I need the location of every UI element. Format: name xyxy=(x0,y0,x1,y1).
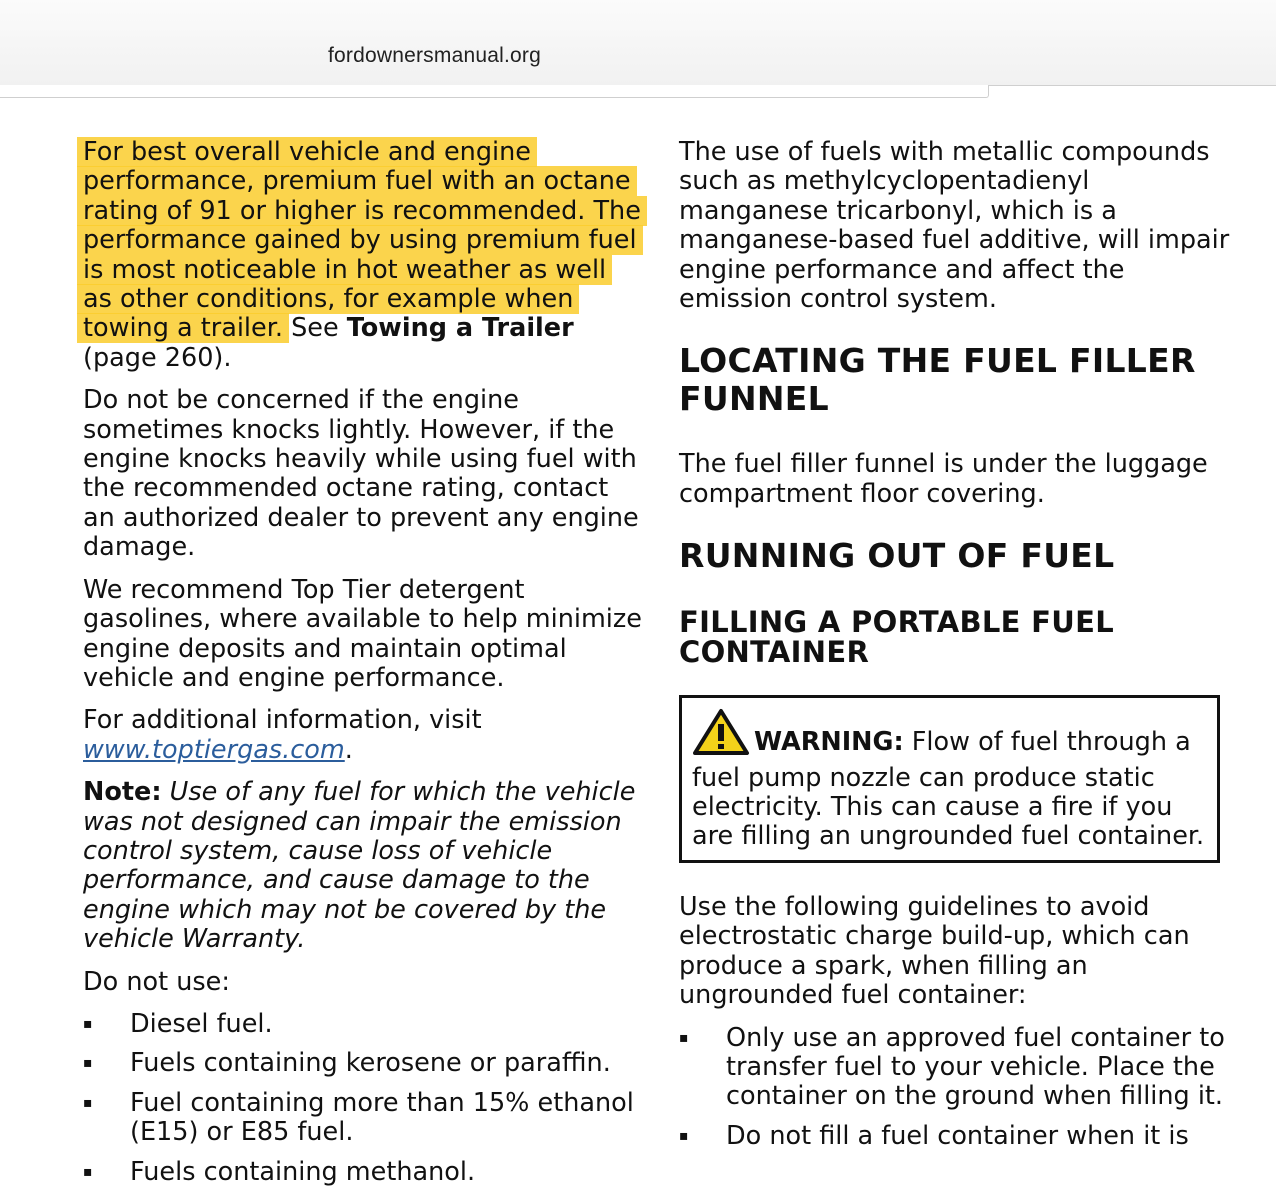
period: . xyxy=(344,734,353,765)
additional-info-text: For additional information, visit xyxy=(83,705,482,736)
warning-box xyxy=(679,695,1220,863)
guidelines-list xyxy=(679,1024,1239,1152)
top-tier-paragraph: We recommend Top Tier detergent gasolines, where available to help minimize engine deposits and maintain optimal vehicle and engine performance. xyxy=(83,574,642,693)
browser-top-bar xyxy=(0,0,1276,86)
section-heading-fuel-filler-funnel: LOCATING THE FUEL FILLER FUNNEL xyxy=(679,341,1196,419)
warning-text: Flow of fuel through a fuel pump nozzle can produce static electricity. This can cause a fire if you are filling an ungrounded fuel container. xyxy=(692,727,1205,852)
note-label: Note: xyxy=(83,777,162,808)
additional-info-paragraph xyxy=(83,706,643,765)
warning-triangle-icon xyxy=(692,708,750,763)
knock-paragraph: Do not be concerned if the engine sometimes knocks lightly. However, if the engine knocks heavily while using fuel with the recommended octane rating, contact an authorized dealer to prevent any engine damage. xyxy=(83,385,639,563)
warning-label: WARNING: xyxy=(754,727,904,758)
subheading-portable-container: FILLING A PORTABLE FUEL CONTAINER xyxy=(679,605,1115,670)
funnel-paragraph: The fuel filler funnel is under the luggage compartment floor covering. xyxy=(679,449,1208,509)
right-column xyxy=(679,138,1239,1161)
list-item: ▪ Fuels containing kerosene or paraffin. xyxy=(83,1049,643,1078)
do-not-use-label: Do not use: xyxy=(83,966,230,997)
premium-fuel-paragraph xyxy=(83,138,643,373)
left-column xyxy=(83,138,643,1197)
metallic-compounds-paragraph: The use of fuels with metallic compounds such as methylcyclopentadienyl manganese tricarbonyl, which is a manganese-based fuel additive, will impair engine performance and affect the emission control system. xyxy=(679,137,1230,315)
section-heading-running-out-of-fuel: RUNNING OUT OF FUEL xyxy=(679,536,1115,576)
list-item: ▪ Diesel fuel. xyxy=(83,1010,643,1039)
address-bar-url[interactable]: fordownersmanual.org xyxy=(328,44,541,67)
list-item: ▪ Fuel containing more than 15% ethanol (E15) or E85 fuel. xyxy=(83,1089,643,1148)
note-paragraph xyxy=(83,778,643,954)
list-item: ▪ Fuels containing methanol. xyxy=(83,1158,643,1187)
note-text: Use of any fuel for which the vehicle was not designed can impair the emission control system, cause loss of vehicle performance, and cause damage to the engine which may not be covered by the vehicle Warranty. xyxy=(83,777,636,955)
toolbar-edge xyxy=(0,85,989,98)
guidelines-paragraph: Use the following guidelines to avoid electrostatic charge build-up, which can produce a spark, when filling an ungrounded fuel container: xyxy=(679,891,1190,1011)
toptiergas-link[interactable]: www.toptiergas.com xyxy=(83,734,345,765)
list-item: ▪ Do not fill a fuel container when it is xyxy=(679,1122,1239,1151)
list-item: ▪ Only use an approved fuel container to transfer fuel to your vehicle. Place the container on the ground when filling it. xyxy=(679,1024,1239,1112)
page-reference: (page 260). xyxy=(83,342,232,373)
see-text: See xyxy=(291,313,339,344)
do-not-use-list xyxy=(83,1010,643,1187)
highlighted-text: For best overall vehicle and engine performance, premium fuel with an octane rating of 91 or higher is recommended. The performance gained by using premium fuel is most noticeable in hot weather as well as other conditions, for example when towing a trailer. xyxy=(77,137,647,343)
towing-trailer-link[interactable]: Towing a Trailer xyxy=(346,313,574,344)
